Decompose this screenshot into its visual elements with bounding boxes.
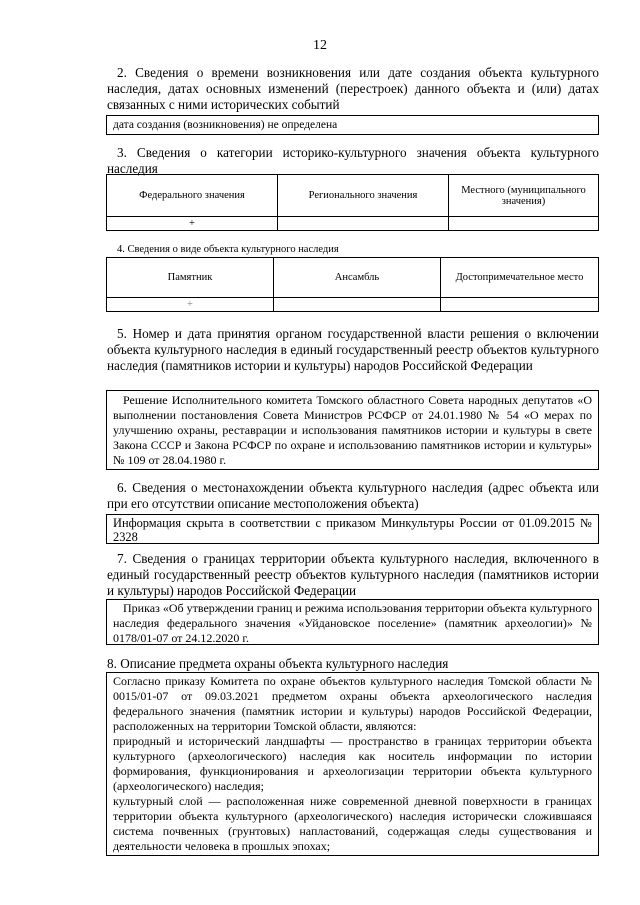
section-8-paragraph: Согласно приказу Комитета по охране объектов культурного наследия Томской области № 0015/01-07 от 09.03.2021 предметом охраны объекта археологического наследия федерального значения (памятник истории и культуры) народов Российской Федерации, расположенных на территории Томской области, являются: xyxy=(113,674,592,733)
type-monument-header: Памятник xyxy=(107,258,274,298)
section-4-heading: 4. Сведения о виде объекта культурного наследия xyxy=(117,244,339,255)
type-landmark-header: Достопримечательное место xyxy=(441,258,599,298)
section-2-box xyxy=(106,115,599,135)
section-5-heading: 5. Номер и дата принятия органом государственной власти решения о включении объекта культурного наследия в единый государственный реестр объектов культурного наследия (памятников истории и культуры) народов Российской Федерации xyxy=(107,326,599,373)
section-5-box xyxy=(106,390,599,470)
category-federal-header: Федерального значения xyxy=(107,175,278,217)
section-8-paragraph: природный и исторический ландшафты — пространство в границах территории объекта культурного (археологического) наследия как носитель информации по истории формирования, функционирования и археологизации территории объекта культурного (археологического) наследия; xyxy=(113,734,592,793)
type-monument-mark: + xyxy=(107,298,274,312)
section-7-heading: 7. Сведения о границах территории объекта культурного наследия, включенного в единый государственный реестр объектов культурного наследия (памятников истории и культуры) народов Российской Федерации xyxy=(107,551,599,598)
section-2-value: дата создания (возникновения) не определена xyxy=(113,119,338,131)
page-number: 12 xyxy=(313,38,327,53)
category-local-mark xyxy=(449,217,599,231)
type-landmark-mark xyxy=(441,298,599,312)
section-8-paragraph: культурный слой — расположенная ниже современной дневной поверхности в границах территории объекта культурного (археологического) наследия исторически сложившаяся система почвенных (грунтовых) напластований, содержащая следы существования и деятельности человека в прошлых эпохах; xyxy=(113,794,592,853)
section-2-heading: 2. Сведения о времени возникновения или дате создания объекта культурного наследия, датах основных изменений (перестроек) данного объекта и (или) датах связанных с ними исторических событий xyxy=(107,65,599,112)
category-federal-mark: + xyxy=(107,217,278,231)
category-regional-mark xyxy=(278,217,449,231)
section-8-heading: 8. Описание предмета охраны объекта культурного наследия xyxy=(107,656,449,671)
section-7-box xyxy=(106,599,599,645)
category-table xyxy=(106,174,599,231)
category-regional-header: Регионального значения xyxy=(278,175,449,217)
section-6-heading: 6. Сведения о местонахождении объекта культурного наследия (адрес объекта или при его отсутствии описание местоположения объекта) xyxy=(107,480,599,511)
type-table xyxy=(106,257,599,312)
section-6-value: Информация скрыта в соответствии с приказом Минкультуры России от 01.09.2015 № 2328 xyxy=(113,516,592,544)
section-8-text xyxy=(107,673,598,855)
category-local-header: Местного (муниципального значения) xyxy=(449,175,599,217)
type-ensemble-header: Ансамбль xyxy=(274,258,441,298)
section-8-box xyxy=(106,672,599,856)
type-ensemble-mark xyxy=(274,298,441,312)
section-6-box xyxy=(106,514,599,544)
section-5-value: Решение Исполнительного комитета Томского областного Совета народных депутатов «О выполнении постановления Совета Министров РСФСР от 24.01.1980 № 54 «О мерах по улучшению охраны, реставрации и использования памятников истории и культуры в свете Закона СССР и Закона РСФСР по охране и использованию памятников истории и культуры» № 109 от 28.04.1980 г. xyxy=(113,393,592,467)
section-7-value: Приказ «Об утверждении границ и режима использования территории объекта культурного наследия федерального значения «Уйдановское поселение» (памятник археологии)» № 0178/01-07 от 24.12.2020 г. xyxy=(113,601,592,645)
section-3-heading: 3. Сведения о категории историко-культурного значения объекта культурного наследия xyxy=(107,145,599,176)
